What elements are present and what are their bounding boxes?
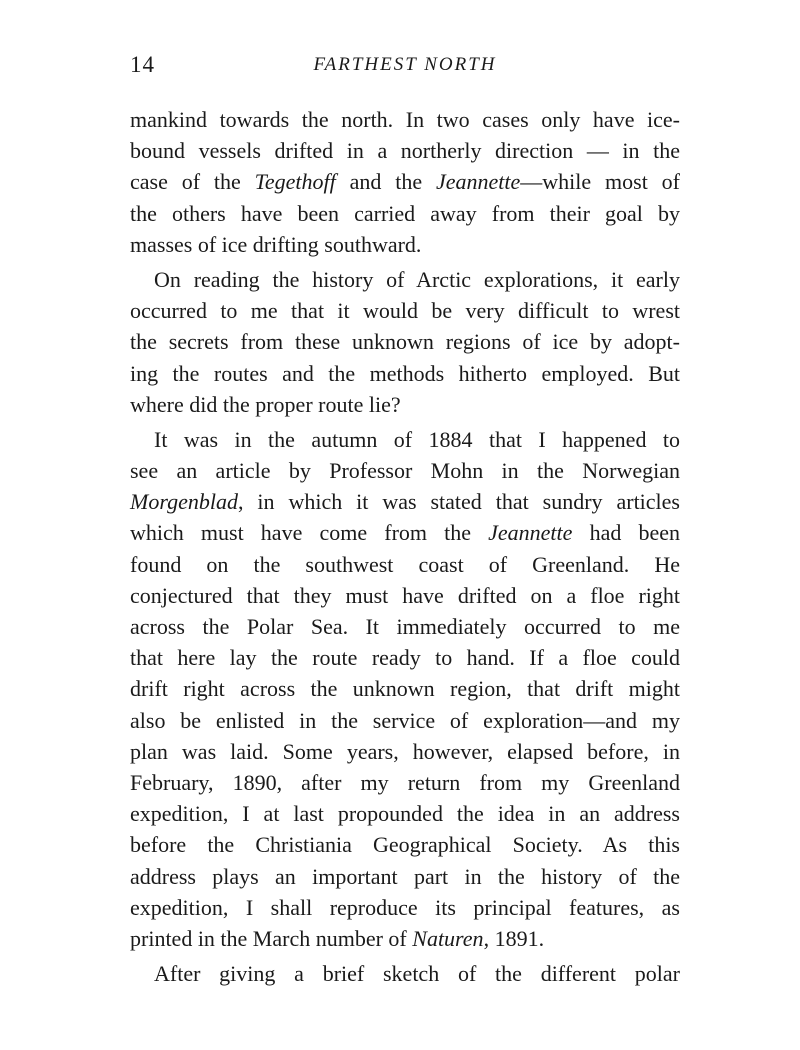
page-number: 14	[130, 52, 155, 77]
running-head	[130, 52, 680, 82]
text-line: masses of ice drifting southward.	[130, 231, 422, 257]
text-line: address plays an important part in the history of the	[130, 863, 680, 889]
text-span: had been	[572, 520, 680, 546]
text-line	[130, 486, 680, 517]
text-line: conjectured that they must have drifted on a floe right	[130, 582, 680, 608]
text-line: expedition, I at last propounded the idea in an address	[130, 801, 680, 827]
text-span: and the	[335, 169, 436, 195]
text-line: see an article by Professor Mohn in the Norwegian	[130, 458, 680, 484]
ship-name: Jeannette	[488, 520, 573, 546]
text-line: February, 1890, after my return from my Greenland	[130, 769, 680, 795]
text-span: case of the	[130, 169, 255, 195]
text-line: mankind towards the north. In two cases only have ice-	[130, 107, 680, 132]
running-title: FARTHEST NORTH	[313, 54, 497, 75]
text-line: found on the southwest coast of Greenland. He	[130, 551, 680, 577]
text-line: plan was laid. Some years, however, elapsed before, in	[130, 738, 680, 764]
text-line: the secrets from these unknown regions of ice by adopt-	[130, 329, 680, 355]
text-line: also be enlisted in the service of exploration—and my	[130, 707, 680, 733]
text-span: —while most of	[520, 169, 680, 195]
text-line: across the Polar Sea. It immediately occurred to me	[130, 614, 680, 639]
text-span: printed in the March number of	[130, 925, 413, 951]
text-line: that here lay the route ready to hand. If a floe could	[130, 645, 680, 671]
paragraph	[130, 104, 680, 260]
text-line: It was in the autumn of 1884 that I happened to	[154, 426, 680, 452]
text-line: before the Christiania Geographical Society. As this	[130, 832, 680, 858]
paragraph	[130, 264, 680, 420]
text-line: occurred to me that it would be very difficult to wrest	[130, 298, 680, 324]
text-span: which must have come from the	[130, 520, 489, 546]
ship-name: Jeannette	[435, 169, 521, 195]
text-line: After giving a brief sketch of the different polar	[154, 961, 680, 987]
text-line: drift right across the unknown region, that drift might	[130, 676, 680, 702]
journal-name: Naturen	[412, 925, 484, 951]
text-line: On reading the history of Arctic explorations, it early	[154, 266, 680, 292]
newspaper-name: Morgenblad	[130, 489, 238, 515]
text-line	[130, 923, 680, 954]
text-line: where did the proper route lie?	[130, 391, 401, 417]
text-span: , 1891.	[483, 925, 545, 951]
paragraph	[130, 424, 680, 954]
text-span: , in which it was stated that sundry articles	[237, 489, 680, 515]
text-line: expedition, I shall reproduce its principal features, as	[130, 894, 680, 920]
text-line	[130, 166, 680, 197]
text-line: the others have been carried away from their goal by	[130, 200, 680, 226]
text-line: ing the routes and the methods hitherto employed. But	[130, 360, 680, 386]
text-line	[130, 517, 680, 548]
text-line: bound vessels drifted in a northerly direction — in the	[130, 138, 680, 164]
paragraph	[130, 958, 680, 989]
ship-name: Tegethoff	[254, 169, 336, 195]
body-text	[130, 104, 680, 989]
